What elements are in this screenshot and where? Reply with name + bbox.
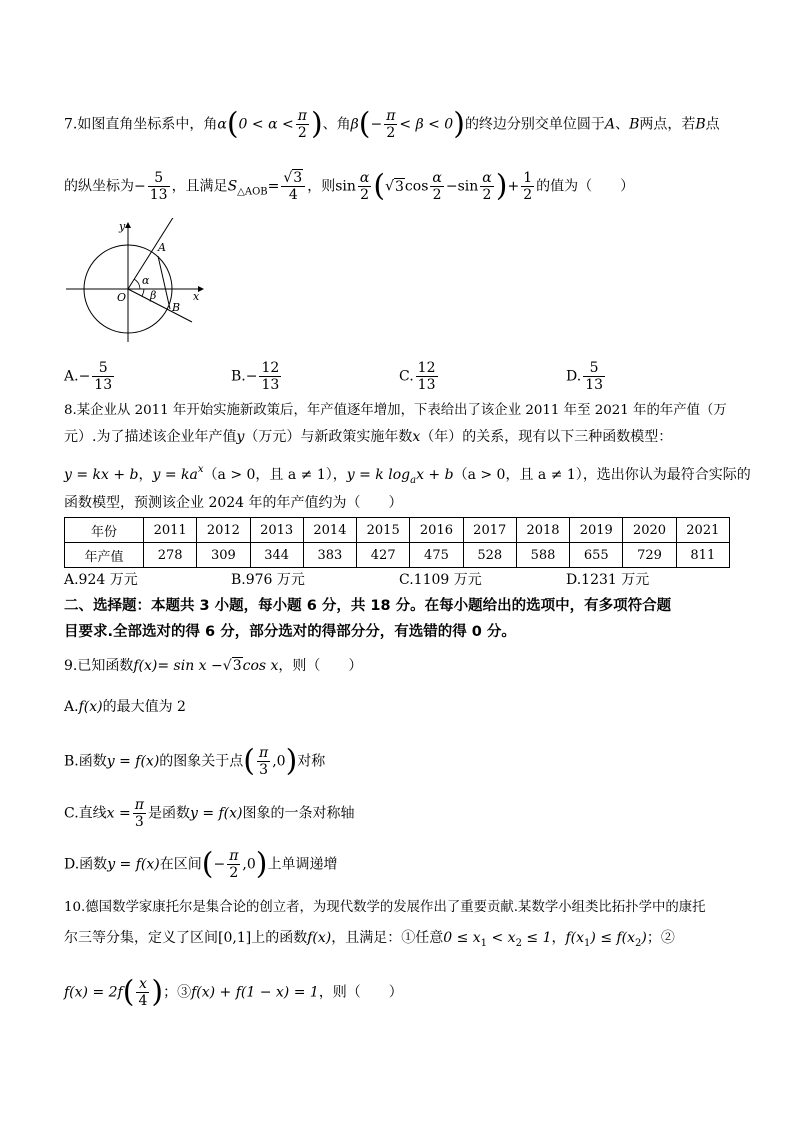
fraction-5-over-13: $\frac{5}{13}$ [149,170,168,203]
q10-line-2: 尔三等分集，定义了区间[0,1]上的函数f(x)，且满足：①任意$0 \le x_1 < x_2 \le 1$，$f(x_1) \le f(x_2)$；② [64,930,675,949]
y-label: y [119,220,126,233]
q7-line-1: 7.如图直角坐标系中，角α(0 < α < $\frac{\pi}{2}$ )、角β(− $\frac{\pi}{2}$ < β < 0)的终边分别交单位圆于A、B两点，若B点 [64,106,720,142]
point-B-label: B [172,301,181,314]
table-header-year: 年份 [65,518,144,543]
q8-line-2: 元）.为了描述该企业年产值y（万元）与新政策实施年数x（年）的关系，现有以下三种函数模型： [64,429,673,445]
terminal-side-alpha [128,218,174,289]
table-header-output: 年产值 [65,543,144,568]
q9-option-c[interactable]: C.直线x = $\frac{\pi}{3}$ 是函数y = f(x)图象的一条对称轴 [64,797,355,830]
beta-arc [142,289,144,296]
q10-line-3: f(x) = 2f( $\frac{x}{4}$ )；③f(x) + f(1 − x) = 1，则（ ） [64,974,403,1010]
q8-option-b[interactable]: B.976 万元 [231,572,305,588]
beta-symbol: β [350,116,359,133]
fraction-pi-over-2: $\frac{\pi}{2}$ [297,108,307,141]
q7-option-c[interactable]: C. $\frac{12}{13}$ [399,360,436,393]
linear-model: y = kx + b [64,467,139,483]
q8-line-3: y = kx + b，$y = ka^x(a > 0$，且 a ≠ 1），y = k $\log_ax + b(a > 0$，且 a ≠ 1），选出你认为最符合实际的 [64,464,751,486]
q9-option-b[interactable]: B.函数y = f(x)的图象关于点( $\frac{\pi}{3}$ ,0)对称 [64,743,326,779]
log-model: y = k log [346,467,411,483]
beta-label: β [150,289,157,302]
table-row: 年份 2011 2012 2013 2014 2015 2016 2017 2018 2019 2020 2021 [65,518,730,543]
q8-option-d[interactable]: D.1231 万元 [566,572,650,588]
q8-line-1: 8.某企业从 2011 年开始实施新政策后，年产值逐年增加，下表给出了该企业 2011 年至 2021 年的年产值（万 [64,403,727,418]
origin-label: O [117,291,127,304]
fraction-1-over-2: $\frac{1}{2}$ [523,170,533,203]
section-heading-line-2: 目要求.全部选对的得 6 分，部分选对的得部分分，有选错的得 0 分。 [64,624,516,640]
q9-stem: 9.已知函数f(x)= sin x −√3cos x，则（ ） [64,658,363,674]
fraction-pi-over-2: $\frac{\pi}{2}$ [386,108,396,141]
alpha-label: α [142,274,150,287]
alpha-range: 0 < α < [238,116,294,133]
q8-option-a[interactable]: A.924 万元 [64,572,138,588]
fraction-sqrt3-over-4: $\frac{√3}{4}$ [281,170,305,203]
q8-option-c[interactable]: C.1109 万元 [399,572,482,588]
section-heading-line-1: 二、选择题：本题共 3 小题，每小题 6 分，共 18 分。在每小题给出的选项中，有多项符合题 [64,598,672,614]
q9-option-d[interactable]: D.函数y = f(x)在区间(− $\frac{\pi}{2}$ ,0)上单调递增 [64,846,338,882]
q7-text: 7.如图直角坐标系中，角 [64,116,218,133]
q7-line-2: 的纵坐标为− $\frac{5}{13}$ ，且满足$S_{\triangle AOB}=$ $\frac{√3}{4}$ ，则sin $\frac{\alpha}{2}$ (√3cos $\frac{\alpha}{2}$ −sin $\frac{\alpha}{2}$ )+ $\frac{1}{2}$ 的值为（ ） [64,168,635,204]
q9-option-a[interactable]: A.f(x)的最大值为 2 [64,699,186,715]
q8-line-4: 函数模型，预测该企业 2024 年的年产值约为（ ） [64,495,403,511]
q7-option-a[interactable]: A.− $\frac{5}{13}$ [64,360,113,393]
alpha-symbol: α [217,116,227,133]
unit-circle-figure [62,218,212,346]
alpha-arc [134,279,140,289]
point-A-label: A [158,241,166,254]
table-row: 年产值 278 309 344 383 427 475 528 588 655 729 811 [65,543,730,568]
x-label: x [193,290,200,303]
beta-range: < β < 0 [399,116,454,133]
y-axis-arrow [125,222,131,228]
q10-line-1: 10.德国数学家康托尔是集合论的创立者，为现代数学的发展作出了重要贡献.某数学小组类比拓扑学中的康托 [64,900,706,915]
exponential-model: y = ka [152,467,198,483]
q7-option-d[interactable]: D. $\frac{5}{13}$ [566,360,604,393]
terminal-side-beta [128,289,192,322]
q7-option-b[interactable]: B.− $\frac{12}{13}$ [231,360,280,393]
annual-output-table [64,517,730,568]
